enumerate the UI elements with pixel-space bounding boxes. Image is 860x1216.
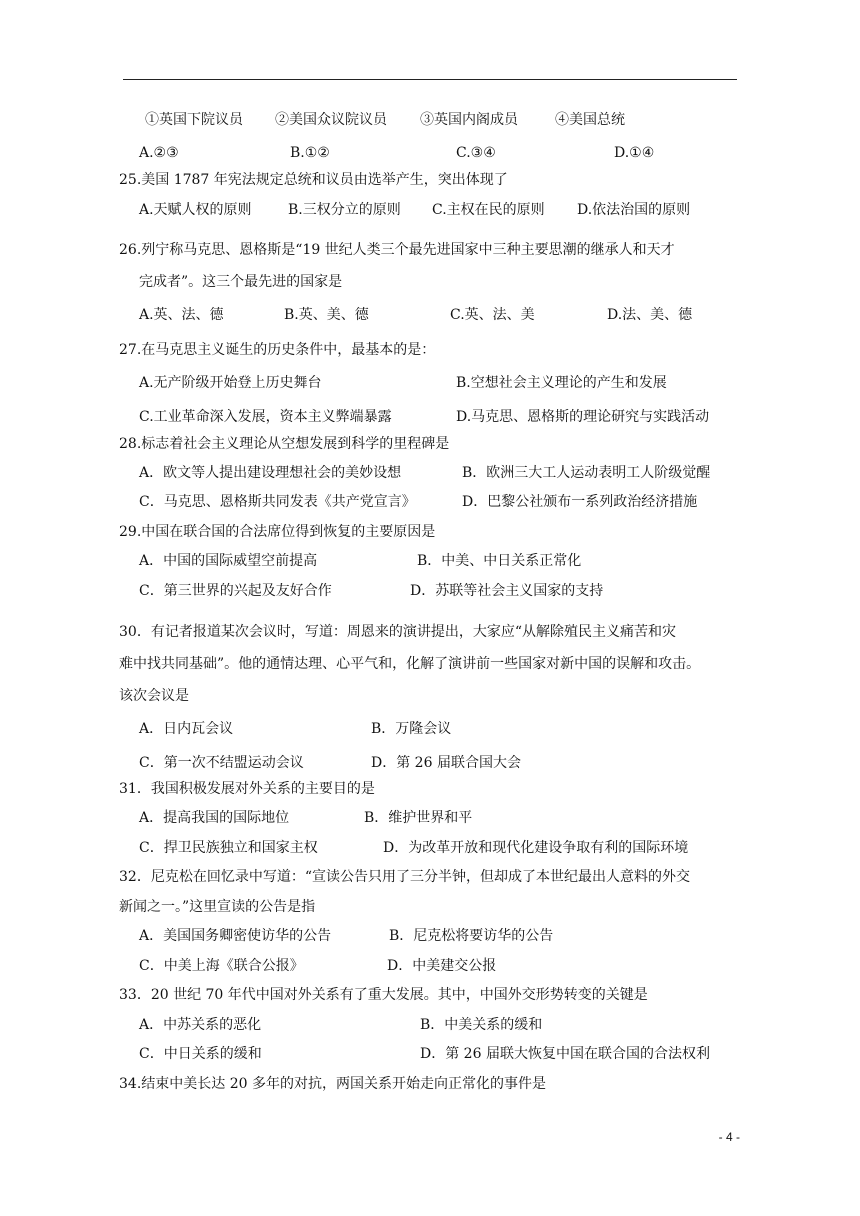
q31-option-c: C．捍卫民族独立和国家主权	[139, 840, 318, 856]
q31-option-a: A．提高我国的国际地位	[139, 810, 290, 826]
q28-option-b: B．欧洲三大工人运动表明工人阶级觉醒	[462, 465, 711, 481]
q30-stem-line2: 难中找共同基础”。他的通情达理、心平气和，化解了演讲前一些国家对新中国的误解和攻击。	[119, 656, 701, 672]
q24-option-c: C.③④	[456, 145, 496, 161]
q29-stem: 29.中国在联合国的合法席位得到恢复的主要原因是	[119, 524, 436, 540]
q29-option-c: C．第三世界的兴起及友好合作	[139, 583, 332, 599]
page-number: - 4 -	[718, 1130, 740, 1144]
q29-option-d: D．苏联等社会主义国家的支持	[410, 583, 604, 599]
q26-option-b: B.英、美、德	[284, 307, 369, 323]
q32-option-b: B．尼克松将要访华的公告	[389, 928, 554, 944]
q33-stem: 33．20 世纪 70 年代中国对外关系有了重大发展。其中，中国外交形势转变的关键是	[119, 987, 648, 1003]
q32-option-d: D．中美建交公报	[387, 958, 497, 974]
q27-stem: 27.在马克思主义诞生的历史条件中，最基本的是：	[119, 342, 436, 358]
q24-item-4: ④美国总统	[555, 112, 625, 128]
q26-option-a: A.英、法、德	[139, 307, 224, 323]
q25-option-a: A.天赋人权的原则	[139, 202, 252, 218]
q26-option-d: D.法、美、德	[607, 307, 693, 323]
q31-option-d: D．为改革开放和现代化建设争取有利的国际环境	[383, 840, 689, 856]
q24-item-1: ①英国下院议员	[145, 112, 243, 128]
q33-option-c: C．中日关系的缓和	[139, 1046, 262, 1062]
q27-option-c: C.工业革命深入发展，资本主义弊端暴露	[139, 409, 392, 425]
q27-option-d: D.马克思、恩格斯的理论研究与实践活动	[456, 409, 710, 425]
q30-option-a: A．日内瓦会议	[139, 721, 234, 737]
q33-option-a: A．中苏关系的恶化	[139, 1017, 262, 1033]
q26-stem-line2: 完成者”。这三个最先进的国家是	[139, 274, 343, 290]
q24-item-3: ③英国内阁成员	[420, 112, 518, 128]
q24-option-a: A.②③	[139, 145, 179, 161]
q24-item-2: ②美国众议院议员	[275, 112, 387, 128]
q31-stem: 31．我国积极发展对外关系的主要目的是	[119, 781, 375, 797]
q30-option-c: C．第一次不结盟运动会议	[139, 755, 304, 771]
q25-option-d: D.依法治国的原则	[577, 202, 691, 218]
q24-option-d: D.①④	[614, 145, 655, 161]
q25-stem: 25.美国 1787 年宪法规定总统和议员由选举产生，突出体现了	[119, 172, 508, 188]
q28-option-c: C．马克思、恩格斯共同发表《共产党宣言》	[139, 494, 416, 510]
q27-option-a: A.无产阶级开始登上历史舞台	[139, 375, 322, 391]
q34-stem: 34.结束中美长达 20 多年的对抗，两国关系开始走向正常化的事件是	[119, 1076, 546, 1092]
q28-stem: 28.标志着社会主义理论从空想发展到科学的里程碑是	[119, 436, 450, 452]
q30-stem-line3: 该次会议是	[119, 688, 189, 704]
q26-stem-line1: 26.列宁称马克思、恩格斯是“19 世纪人类三个最先进国家中三种主要思潮的继承人和天才	[119, 242, 675, 258]
q31-option-b: B．维护世界和平	[364, 810, 473, 826]
q32-option-a: A．美国国务卿密使访华的公告	[139, 928, 332, 944]
q30-option-b: B．万隆会议	[371, 721, 452, 737]
q32-stem-line1: 32．尼克松在回忆录中写道：“宣读公告只用了三分半钟，但却成了本世纪最出人意料的外交	[119, 869, 690, 885]
q24-option-b: B.①②	[290, 145, 330, 161]
q32-option-c: C．中美上海《联合公报》	[139, 958, 304, 974]
q32-stem-line2: 新闻之一。”这里宣读的公告是指	[119, 899, 316, 915]
q29-option-b: B．中美、中日关系正常化	[417, 553, 582, 569]
q25-option-b: B.三权分立的原则	[288, 202, 401, 218]
q25-option-c: C.主权在民的原则	[432, 202, 545, 218]
q29-option-a: A．中国的国际威望空前提高	[139, 553, 318, 569]
q28-option-a: A．欧文等人提出建设理想社会的美妙设想	[139, 465, 402, 481]
q30-option-d: D．第 26 届联合国大会	[371, 755, 521, 771]
q27-option-b: B.空想社会主义理论的产生和发展	[456, 375, 667, 391]
q33-option-b: B．中美关系的缓和	[420, 1017, 543, 1033]
q28-option-d: D．巴黎公社颁布一系列政治经济措施	[462, 494, 698, 510]
q30-stem-line1: 30．有记者报道某次会议时，写道：周恩来的演讲提出，大家应“从解除殖民主义痛苦和灾	[119, 624, 676, 640]
q33-option-d: D．第 26 届联大恢复中国在联合国的合法权利	[420, 1046, 710, 1062]
header-rule	[123, 79, 737, 80]
q26-option-c: C.英、法、美	[450, 307, 535, 323]
